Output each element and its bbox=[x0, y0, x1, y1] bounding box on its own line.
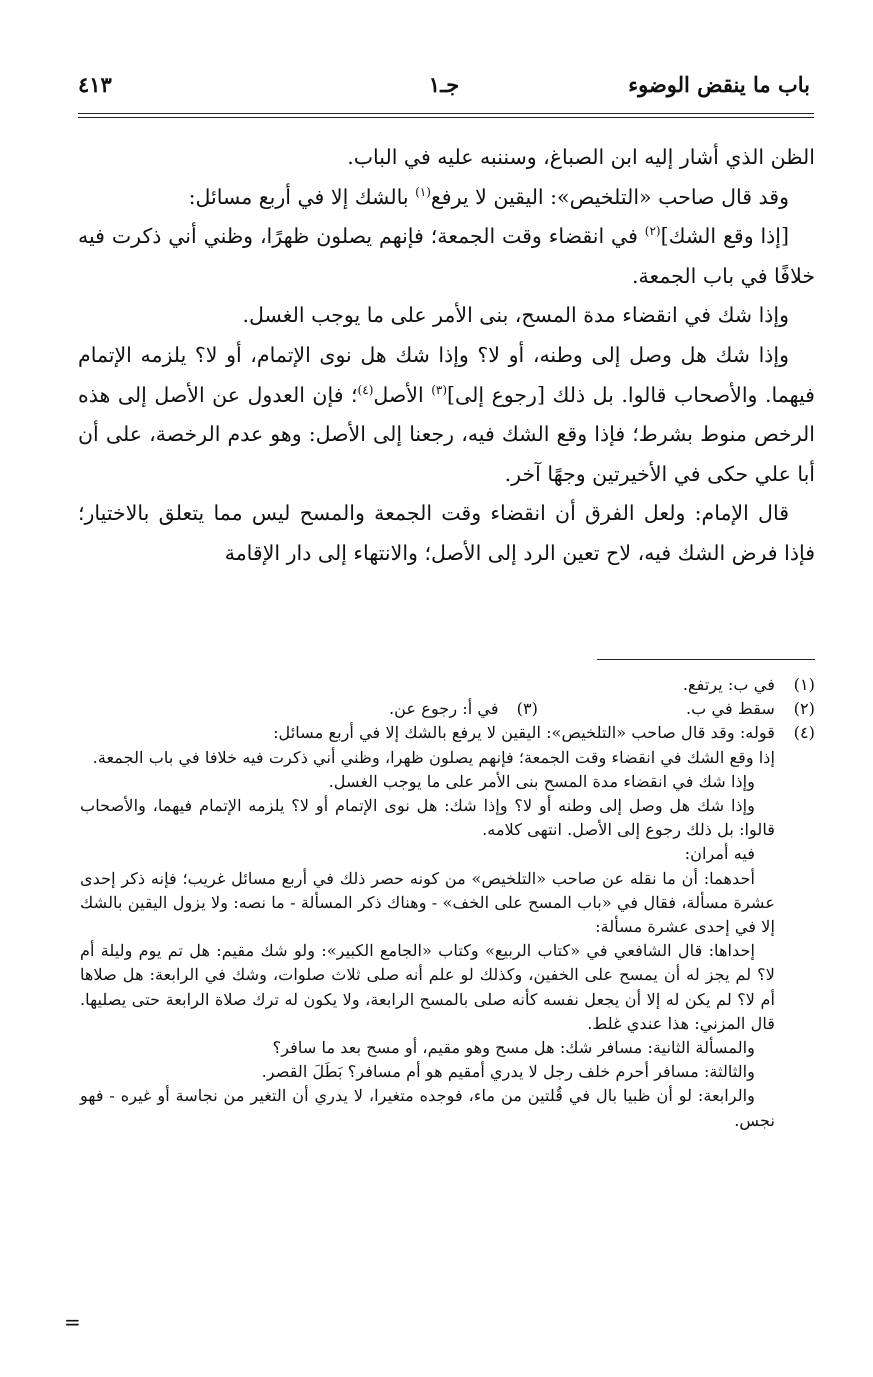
footnote-1 bbox=[80, 673, 815, 697]
chapter-title: باب ما ينقض الوضوء bbox=[628, 72, 810, 97]
footnote-3 bbox=[389, 697, 538, 721]
footnote-paragraph: أحدهما: أن ما نقله عن صاحب «التلخيص» من كونه حصر ذلك في أربع مسائل غريب؛ فإنه ذكر إحدى عشرة مسألة، فقال في «باب المسح على الخف» - وهناك ذكر المسألة - ما نصه: ولا يزول اليقين بالشك إلا في إحدى عشرة مسألة: bbox=[80, 868, 775, 937]
footnote-paragraph: والثالثة: مسافر أحرم خلف رجل لا يدري أمقيم هو أم مسافر؟ بَطَلَ القصر. bbox=[261, 1062, 755, 1082]
footnote-ref-4: (٤) bbox=[357, 382, 374, 397]
footnote-paragraph: إحداها: قال الشافعي في «كتاب الربيع» وكتاب «الجامع الكبير»: ولو شك مقيم: هل تم يوم وليلة أم لا؟ لم يجز له أن يمسح على الخفين، وكذلك لو علم أنه صلى ثلاث صلوات، وشك في الرابعة: هل صلاها أم لا؟ لم يكن له إلا أن يجعل نفسه كأنه صلى بالمسح الرابعة، ولا يكون له ترك صلاة الرابعة حتى يصليها. قال المزني: هذا عندي غلط. bbox=[80, 941, 775, 1033]
footnote-paragraph: وإذا شك هل وصل إلى وطنه أو لا؟ وإذا شك: هل نوى الإتمام أو لا؟ يلزمه الإتمام فيهما، والأصحاب قالوا: بل ذلك رجوع إلى الأصل. انتهى كلامه. bbox=[80, 796, 775, 840]
continuation-mark: = bbox=[64, 1310, 81, 1334]
paragraph-1: الظن الذي أشار إليه ابن الصباغ، وسننبه عليه في الباب. bbox=[347, 145, 815, 169]
page-number: ٤١٣ bbox=[78, 72, 112, 97]
footnote-paragraph: والرابعة: لو أن ظبيا بال في قُلتين من ماء، فوجده متغيرا، لا يدري أن التغير من نجاسة أو غيره - فهو نجس. bbox=[80, 1086, 775, 1130]
volume-label: جـ١ bbox=[428, 72, 460, 97]
header-divider bbox=[78, 113, 814, 118]
footnote-4-body bbox=[80, 746, 815, 1133]
footnote-text: سقط في ب. bbox=[685, 699, 775, 719]
footnotes bbox=[80, 673, 815, 1133]
paragraph-2: وقد قال صاحب «التلخيص»: اليقين لا يرفع$^{(١)}$ بالشك إلا في أربع مسائل: bbox=[188, 184, 789, 209]
footnote-ref-3: (٣) bbox=[431, 382, 448, 397]
footnote-divider bbox=[597, 659, 815, 660]
paragraph-6: قال الإمام: ولعل الفرق أن انقضاء وقت الجمعة والمسح ليس مما يتعلق بالاختيار؛ فإذا فرض الشك فيه، لاح تعين الرد إلى الأصل؛ والانتهاء إلى دار الإقامة bbox=[78, 501, 815, 565]
footnote-ref-2: (٢) bbox=[644, 224, 661, 239]
main-text bbox=[78, 138, 815, 574]
footnote-text: في ب: يرتفع. bbox=[682, 675, 775, 694]
footnote-number: (٤) bbox=[793, 723, 815, 743]
footnote-ref-1: (١) bbox=[415, 184, 431, 199]
footnote-2-3 bbox=[80, 697, 815, 721]
footnote-paragraph: إذا وقع الشك في انقضاء وقت الجمعة؛ فإنهم يصلون ظهرا، وظني أني ذكرت فيه خلافا في باب الجمعة. bbox=[92, 747, 775, 767]
running-header bbox=[78, 66, 810, 106]
footnote-number: (٢) bbox=[793, 699, 815, 719]
footnote-number: (٣) bbox=[516, 699, 538, 719]
paragraph-5: وإذا شك هل وصل إلى وطنه، أو لا؟ وإذا شك هل نوى الإتمام، أو لا؟ يلزمه الإتمام فيهما. والأصحاب قالوا. بل ذلك [رجوع إلى]$^{(٣)}$ الأصل$^{(٤)}$؛ فإن العدول عن الأصل إلى هذه الرخص منوط بشرط؛ فإذا وقع الشك فيه، رجعنا إلى الأصل: وهو عدم الرخصة، على أن أبا علي حكى في الأخيرتين وجهًا آخر. bbox=[78, 342, 815, 486]
footnote-text: في أ: رجوع عن. bbox=[389, 699, 499, 719]
paragraph-3: [إذا وقع الشك]$^{(٢)}$ في انقضاء وقت الجمعة؛ فإنهم يصلون ظهرًا، وظني أني ذكرت فيه خلافًا في باب الجمعة. bbox=[78, 224, 815, 288]
footnote-paragraph: فيه أمران: bbox=[684, 844, 755, 864]
footnote-paragraph: والمسألة الثانية: مسافر شك: هل مسح وهو مقيم، أو مسح بعد ما سافر؟ bbox=[272, 1038, 755, 1058]
footnote-text: قوله: وقد قال صاحب «التلخيص»: اليقين لا يرفع بالشك إلا في أربع مسائل: bbox=[273, 723, 775, 743]
paragraph-4: وإذا شك في انقضاء مدة المسح، بنى الأمر على ما يوجب الغسل. bbox=[242, 303, 789, 328]
footnote-4 bbox=[80, 721, 815, 745]
footnote-paragraph: وإذا شك في انقضاء مدة المسح بنى الأمر على ما يوجب الغسل. bbox=[328, 771, 755, 791]
footnote-number: (١) bbox=[793, 675, 815, 694]
